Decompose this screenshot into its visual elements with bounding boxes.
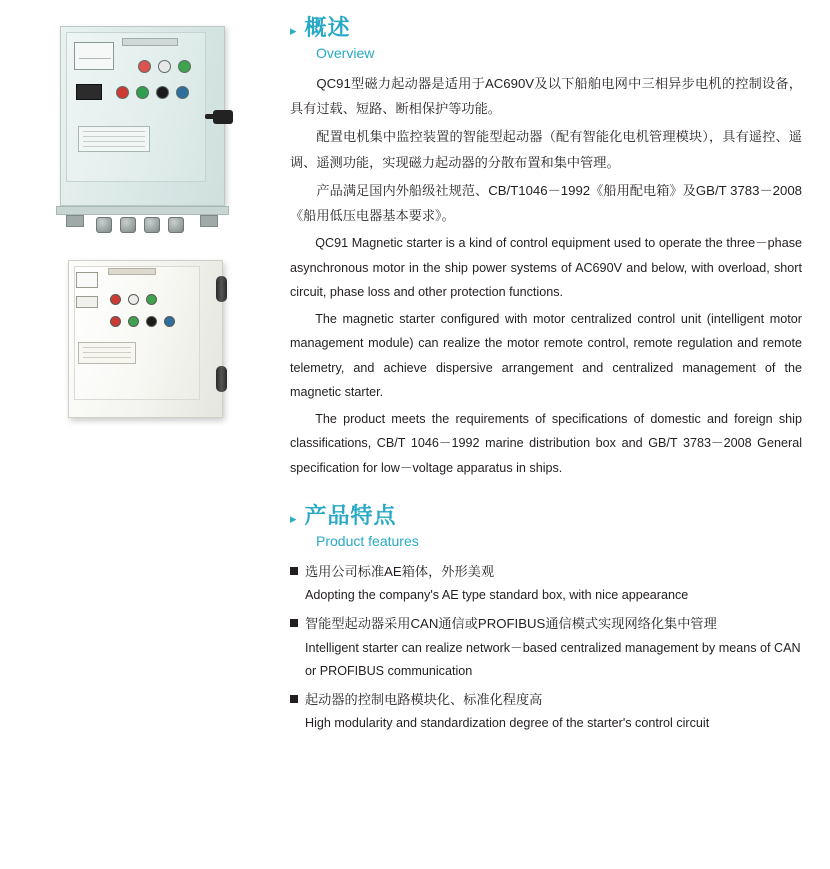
feature-item xyxy=(290,687,802,735)
overview-title-cn: 概述 xyxy=(304,15,351,40)
feature-cn-row xyxy=(290,611,802,636)
door-latch-top xyxy=(216,276,227,302)
features-title-cn: 产品特点 xyxy=(304,503,397,529)
overview-paragraph-en-1: QC91 Magnetic starter is a kind of control equipment used to operate the three－phase asynchronous motor in the ship power systems of AC690V and below, with overload, short circuit, phase loss and other protection functions. xyxy=(290,236,802,300)
features-section xyxy=(290,502,802,735)
panel-indicator-red xyxy=(116,86,129,99)
panel-button-red xyxy=(110,294,121,305)
cable-gland-3 xyxy=(144,217,160,233)
cabinet-foot-left xyxy=(66,215,84,227)
feature-text-en: High modularity and standardization degree of the starter's control circuit xyxy=(305,716,710,731)
door-handle-icon xyxy=(213,110,233,124)
cable-gland-4 xyxy=(168,217,184,233)
features-list xyxy=(290,559,802,735)
product-images-column xyxy=(0,0,290,460)
rating-plate xyxy=(78,342,136,364)
features-title-en: Product features xyxy=(316,533,419,550)
panel-display-window xyxy=(76,296,98,308)
feature-text-en: Intelligent starter can realize network－based centralized management by means of CAN or PROFIBUS communication xyxy=(305,640,801,678)
triangle-right-icon: ▸ xyxy=(290,511,297,527)
overview-paragraph-cn-1: QC91型磁力起动器是适用于AC690V及以下船舶电网中三相异步电机的控制设备，具有过载、短路、断相保护等功能。 xyxy=(290,75,802,117)
product-photo-1 xyxy=(22,18,290,228)
panel-button-green xyxy=(178,60,191,73)
panel-button-white xyxy=(158,60,171,73)
panel-indicator-blue xyxy=(176,86,189,99)
panel-indicator-green xyxy=(136,86,149,99)
rating-plate xyxy=(78,126,150,152)
overview-paragraph-cn-3: 产品满足国内外船级社规范、CB/T1046－1992《船用配电箱》及GB/T 3783－2008《船用低压电器基本要求》。 xyxy=(290,182,802,224)
feature-text-en: Adopting the company's AE type standard box, with nice appearance xyxy=(305,588,689,603)
panel-indicator-blue xyxy=(164,316,175,327)
panel-nameplate xyxy=(122,38,178,46)
cabinet-base xyxy=(56,206,229,215)
door-latch-bottom xyxy=(216,366,227,392)
panel-button-green xyxy=(146,294,157,305)
cable-gland-1 xyxy=(96,217,112,233)
panel-indicator-black xyxy=(156,86,169,99)
square-bullet-icon xyxy=(290,619,298,627)
triangle-right-icon: ▸ xyxy=(290,23,297,38)
cabinet-illustration-white xyxy=(60,254,235,434)
panel-button-red xyxy=(138,60,151,73)
feature-text-cn: 选用公司标准AE箱体，外形美观 xyxy=(305,564,495,580)
content-column xyxy=(290,0,830,739)
overview-paragraph-cn-2: 配置电机集中监控装置的智能型起动器（配有智能化电机管理模块），具有遥控、遥调、遥测功能，实现磁力起动器的分散布置和集中管理。 xyxy=(290,129,802,170)
panel-switch-block xyxy=(76,84,102,100)
overview-heading xyxy=(290,14,802,43)
feature-text-cn: 智能型起动器采用CAN通信或PROFIBUS通信模式实现网络化集中管理 xyxy=(305,616,717,632)
panel-indicator-red xyxy=(110,316,121,327)
panel-nameplate xyxy=(108,268,156,275)
square-bullet-icon xyxy=(290,695,298,703)
product-photo-2 xyxy=(22,254,290,434)
feature-item xyxy=(290,559,802,607)
cable-gland-2 xyxy=(120,217,136,233)
features-heading xyxy=(290,502,802,531)
overview-paragraph-en-2: The magnetic starter configured with motor centralized control unit (intelligent motor management module) can realize the motor remote control, remote regulation and remote telemetry, and achieve dispersive arrangement and centralized management of the magnetic starter. xyxy=(290,311,802,400)
feature-cn-row xyxy=(290,687,802,712)
overview-title-en: Overview xyxy=(316,44,375,61)
feature-item xyxy=(290,611,802,683)
square-bullet-icon xyxy=(290,567,298,575)
panel-meter-icon xyxy=(76,272,98,288)
overview-paragraph-en-3: The product meets the requirements of specifications of domestic and foreign ship classifications, CB/T 1046－1992 marine distribution box and GB/T 3783－2008 General specification for low－voltage apparatus in ships. xyxy=(290,411,802,475)
feature-cn-row xyxy=(290,559,802,584)
panel-meter-icon xyxy=(74,42,114,70)
panel-button-white xyxy=(128,294,139,305)
panel-indicator-green xyxy=(128,316,139,327)
cabinet-foot-right xyxy=(200,215,218,227)
cabinet-illustration-blue xyxy=(50,18,235,228)
panel-indicator-black xyxy=(146,316,157,327)
feature-text-cn: 起动器的控制电路模块化、标准化程度高 xyxy=(305,692,543,708)
